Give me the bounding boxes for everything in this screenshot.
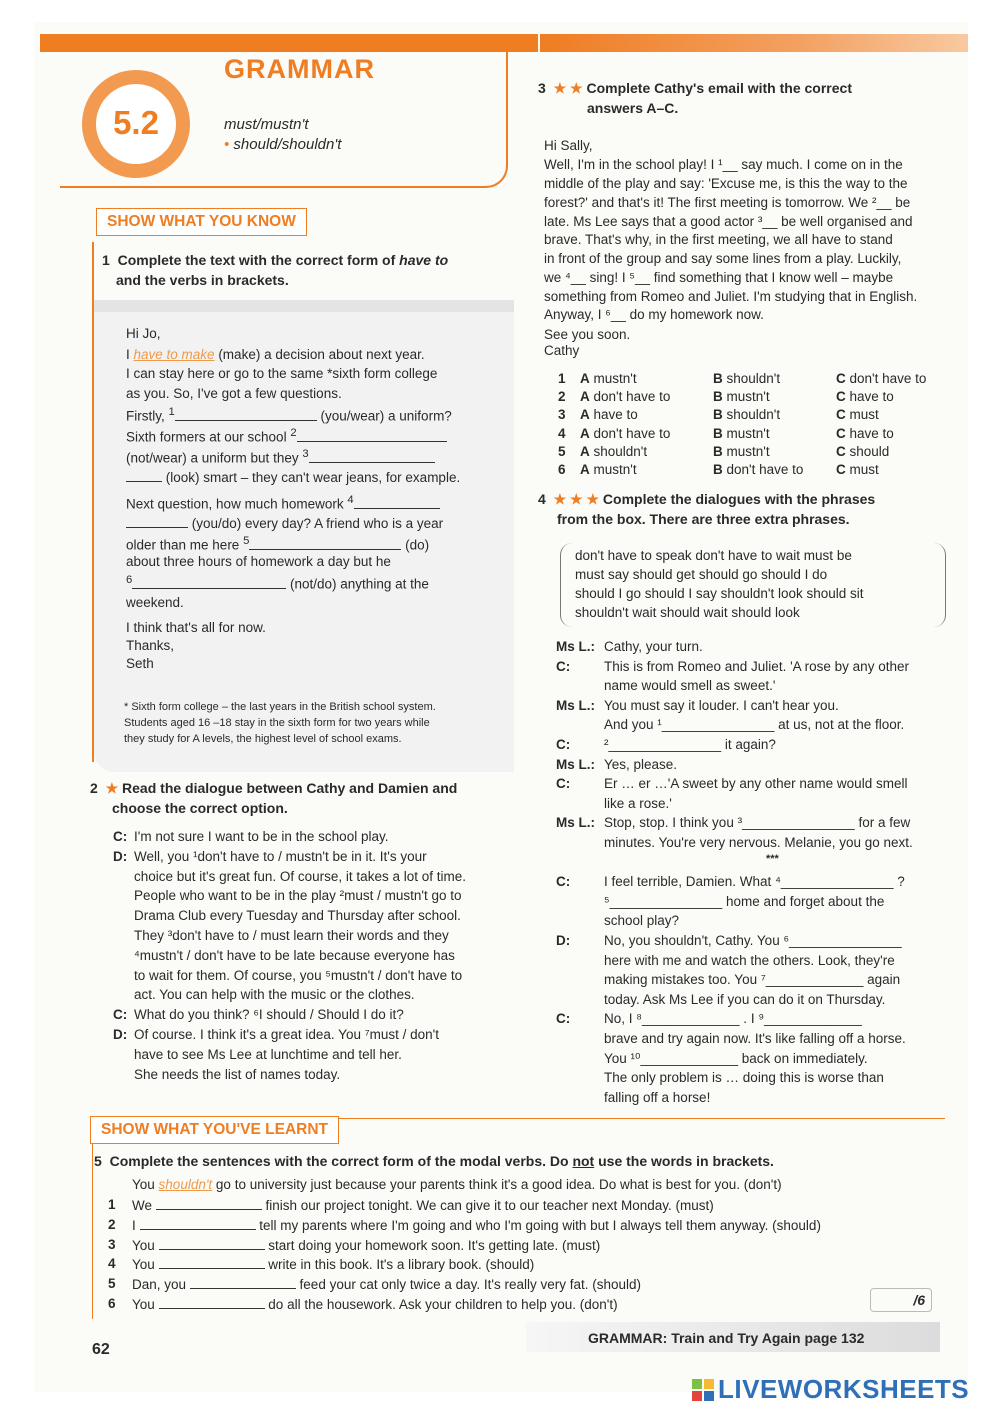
option-number: 2 <box>558 389 566 405</box>
option-letter: B <box>713 443 723 459</box>
ex1-instruction-2: and the verbs in brackets. <box>116 272 289 288</box>
page-number: 62 <box>92 1341 110 1358</box>
gap-3b[interactable] <box>126 469 162 482</box>
ex4-line[interactable]: This is from Romeo and Juliet. 'A rose by any other <box>604 658 909 674</box>
option-c[interactable]: C have to <box>836 425 894 441</box>
option-letter: C <box>836 443 846 459</box>
ex1-instruction: 1 Complete the text with the correct form of have to <box>102 252 449 268</box>
ex4-line[interactable]: like a rose.' <box>604 795 672 811</box>
ex4-line[interactable]: ⁵_______________ home and forget about the <box>604 893 885 909</box>
ex2-line[interactable]: to wait for them. Of course, you ⁵mustn't / don't have to <box>134 967 463 983</box>
topic-must: must/mustn't <box>224 116 309 133</box>
ex2-speaker: C: <box>113 829 128 844</box>
ex1-line: (you/do) every day? A friend who is a year <box>126 515 443 531</box>
option-a[interactable]: A shouldn't <box>580 443 648 459</box>
ex4-line[interactable]: You ¹⁰_____________ back on immediately. <box>604 1050 868 1066</box>
ex1-line: (look) smart – they can't wear jeans, for example. <box>126 469 460 485</box>
ex5-number: 6 <box>108 1296 116 1311</box>
option-number: 6 <box>558 462 566 477</box>
ex5-rest: start doing your homework soon. It's getting late. (must) <box>264 1237 601 1253</box>
option-c[interactable]: C must <box>836 407 879 423</box>
email-line: forest?' and that's it! The first meeting is tomorrow. We ²__ be <box>544 195 911 210</box>
option-b[interactable]: B don't have to <box>713 462 804 477</box>
ex2-line[interactable]: ⁴mustn't / don't have to be late because everyone has <box>134 947 455 963</box>
option-letter: C <box>836 389 846 405</box>
ex5-rest: tell my parents where I'm going and who I'm going with but I always tell them anyway. (should) <box>255 1217 821 1233</box>
ex4-line[interactable]: brave and try again now. It's like falling off a horse. <box>604 1031 906 1046</box>
score-box: /6 <box>870 1288 932 1312</box>
ex2-line[interactable]: People who want to be in the play ²must / mustn't go to <box>134 888 462 904</box>
ex4-line[interactable]: Cathy, your turn. <box>604 639 703 654</box>
liveworksheets-icon <box>692 1379 716 1401</box>
option-a[interactable]: A don't have to <box>580 389 671 405</box>
section-title: GRAMMAR <box>224 54 375 84</box>
option-letter: A <box>580 389 590 405</box>
liveworksheets-logo: LIVEWORKSHEETS <box>692 1374 969 1405</box>
ex5-subject: We <box>132 1198 156 1213</box>
ex4-instruction-2: from the box. There are three extra phrases. <box>557 511 850 527</box>
ex5-sentence <box>132 1197 714 1213</box>
option-letter: A <box>580 371 590 386</box>
ex2-line[interactable]: I'm not sure I want to be in the school play. <box>134 829 389 844</box>
gap-3[interactable] <box>309 450 435 463</box>
ex1-line: Firstly, $^1$ (you/wear) a uniform? <box>126 406 452 424</box>
email-line: late. Ms Lee says that a good actor ³__ be well organised and <box>544 214 913 229</box>
phrase-row: should I go should I say shouldn't look should sit <box>575 586 864 601</box>
option-letter: C <box>836 407 846 423</box>
ex4-speaker: Ms L.: <box>556 639 595 654</box>
ex4-line[interactable]: school play? <box>604 913 680 929</box>
gap-4[interactable] <box>354 496 440 509</box>
option-a[interactable]: A have to <box>580 407 638 423</box>
ex5-rest: write in this book. It's a library book. (should) <box>264 1257 535 1273</box>
ex5-rest: feed your cat only twice a day. It's really very fat. (should) <box>295 1277 642 1293</box>
option-a[interactable]: A mustn't <box>580 462 637 477</box>
ex4-line[interactable]: *** <box>766 852 779 865</box>
ex5-example-answer: shouldn't <box>158 1177 213 1192</box>
ex5-sentence <box>132 1237 600 1253</box>
option-a[interactable]: A mustn't <box>580 371 637 386</box>
ex4-speaker: Ms L.: <box>556 697 595 713</box>
ex4-line[interactable]: making mistakes too. You ⁷_____________ again <box>604 972 901 988</box>
ex1-footnote: they study for A levels, the highest level of school exams. <box>124 733 402 745</box>
ex5-number: 3 <box>108 1236 116 1252</box>
gap-4b[interactable] <box>126 515 188 528</box>
ex5-gap[interactable] <box>190 1276 296 1289</box>
email-line: Cathy <box>544 343 580 358</box>
ex5-rest: finish our project tonight. We can give it to our teacher next Monday. (must) <box>261 1198 714 1213</box>
show-what-youve-learnt-label: SHOW WHAT YOU'VE LEARNT <box>90 1116 339 1144</box>
option-letter: B <box>713 407 723 423</box>
ex4-line[interactable]: today. Ask Ms Lee if you can do it on Thursday. <box>604 991 886 1007</box>
ex4-line[interactable]: here with me and watch the others. Look, they're <box>604 952 895 968</box>
topic-should: • should/shouldn't <box>224 136 342 153</box>
ex1-line: I have to make (make) a decision about next year. <box>126 347 425 362</box>
ex2-line[interactable]: Well, you ¹don't have to / mustn't be in it. It's your <box>134 848 427 864</box>
ex2-line[interactable]: choice but it's great fun. Of course, it takes a lot of time. <box>134 868 466 884</box>
option-letter: A <box>580 407 590 423</box>
option-a[interactable]: A don't have to <box>580 425 671 441</box>
ex1-line: $^6$ (not/do) anything at the <box>126 574 429 592</box>
ex5-instruction: 5 Complete the sentences with the correct form of the modal verbs. Do not use the words in brackets. <box>94 1153 774 1169</box>
option-letter: C <box>836 462 846 477</box>
option-letter: B <box>713 425 723 441</box>
ex2-line[interactable]: She needs the list of names today. <box>134 1066 341 1082</box>
unit-number: 5.2 <box>113 104 159 141</box>
option-c[interactable]: C must <box>836 462 879 477</box>
ex1-line: (not/wear) a uniform but they $^3$ <box>126 448 435 466</box>
ex1-line: I think that's all for now. <box>126 620 266 635</box>
option-number: 3 <box>558 407 566 423</box>
ex5-gap[interactable] <box>140 1217 256 1230</box>
option-c[interactable]: C don't have to <box>836 371 927 386</box>
ex5-gap[interactable] <box>156 1197 262 1210</box>
footer-reference: GRAMMAR: Train and Try Again page 132 <box>588 1330 865 1346</box>
ex1-line: I can stay here or go to the same *sixth form college <box>126 366 438 381</box>
option-letter: C <box>836 371 846 386</box>
ex2-speaker: D: <box>113 1027 128 1042</box>
ex4-line[interactable]: Stop, stop. I think you ³_______________ for a few <box>604 815 911 831</box>
ex4-speaker: C: <box>556 874 571 890</box>
ex2-line[interactable]: They ³don't have to / must learn their words and they <box>134 928 449 943</box>
ex5-subject: Dan, you <box>132 1277 190 1293</box>
ex5-number: 4 <box>108 1256 116 1272</box>
ex4-line[interactable]: And you ¹_______________ at us, not at the floor. <box>604 717 905 733</box>
ex1-line: weekend. <box>126 595 184 610</box>
ex3-instruction-2: answers A–C. <box>587 100 679 116</box>
ex5-sentence <box>132 1256 534 1272</box>
ex4-speaker: C: <box>556 737 571 752</box>
ex5-gap[interactable] <box>159 1256 265 1269</box>
ex1-line: older than me here $^5$ (do) <box>126 535 430 553</box>
option-b[interactable]: B shouldn't <box>713 407 781 423</box>
email-line: brave. That's why, in the first meeting, we all have to stand <box>544 232 893 247</box>
ex2-line[interactable]: Of course. I think it's a great idea. You ⁷must / don't <box>134 1027 439 1042</box>
option-c[interactable]: C should <box>836 443 890 459</box>
phrase-row: must say should get should go should I do <box>575 567 828 582</box>
ex4-line[interactable]: falling off a horse! <box>604 1089 711 1105</box>
email-line: Well, I'm in the school play! I ¹__ say much. I come on in the <box>544 157 903 172</box>
ex5-subject: You <box>132 1297 159 1312</box>
ex5-sentence <box>132 1276 641 1292</box>
option-b[interactable]: B shouldn't <box>713 371 781 386</box>
ex5-number: 2 <box>108 1216 116 1232</box>
ex5-sentence <box>132 1217 821 1233</box>
ex2-instruction-2: choose the correct option. <box>112 800 288 816</box>
ex4-speaker: C: <box>556 1011 571 1027</box>
header-band <box>40 34 538 52</box>
ex5-subject: You <box>132 1237 159 1253</box>
ex1-footnote: Students aged 16 –18 stay in the sixth form for two years while <box>124 717 430 729</box>
option-number: 4 <box>558 425 566 441</box>
ex2-speaker: D: <box>113 848 128 864</box>
option-b[interactable]: B mustn't <box>713 389 770 405</box>
ex2-line[interactable]: Drama Club every Tuesday and Thursday after school. <box>134 908 461 924</box>
email-line: Anyway, I ⁶__ do my homework now. <box>544 307 764 322</box>
ex5-number: 5 <box>108 1276 116 1292</box>
ex4-line[interactable]: name would smell as sweet.' <box>604 678 776 694</box>
ex4-speaker: D: <box>556 933 571 948</box>
gap-1[interactable] <box>175 408 317 421</box>
ex2-line[interactable]: have to see Ms Lee at lunchtime and tell her. <box>134 1046 402 1062</box>
option-letter: B <box>713 371 723 386</box>
ex4-speaker: Ms L.: <box>556 756 595 772</box>
ex4-speaker: Ms L.: <box>556 815 595 831</box>
show-what-you-know-label: SHOW WHAT YOU KNOW <box>96 208 307 236</box>
gap-2[interactable] <box>297 429 447 442</box>
ex4-line[interactable]: minutes. You're very nervous. Melanie, you go next. <box>604 835 913 850</box>
gap-5[interactable] <box>249 537 401 550</box>
ex2-instruction: 2 ★ Read the dialogue between Cathy and Damien and <box>90 780 458 796</box>
example-answer: have to make <box>133 347 215 362</box>
ex2-speaker: C: <box>113 1007 128 1023</box>
ex4-line[interactable]: You must say it louder. I can't hear you. <box>604 697 839 713</box>
ex1-line: about three hours of homework a day but he <box>126 554 391 569</box>
option-letter: C <box>836 425 846 441</box>
ex5-number: 1 <box>108 1197 116 1212</box>
unit-badge <box>82 70 190 178</box>
ex4-line[interactable]: Er … er …'A sweet by any other name would smell <box>604 776 908 792</box>
ex4-instruction: 4 ★ ★ ★ Complete the dialogues with the phrases <box>538 491 876 507</box>
ex4-speaker: C: <box>556 776 571 792</box>
ex4-line[interactable]: No, you shouldn't, Cathy. You ⁶_______________ <box>604 933 902 948</box>
option-b[interactable]: B mustn't <box>713 443 770 459</box>
email-line: something from Romeo and Juliet. I'm studying that in English. <box>544 289 918 304</box>
option-letter: A <box>580 443 590 459</box>
ex4-speaker: C: <box>556 658 571 674</box>
header-band-right <box>540 34 968 52</box>
ex2-line[interactable]: act. You can help with the music or the clothes. <box>134 987 415 1003</box>
ex4-line[interactable]: No, I ⁸_____________ . I ⁹_____________ <box>604 1011 862 1027</box>
ex5-example: You shouldn't go to university just because your parents think it's a good idea. Do what is best for you. (don't) <box>132 1177 782 1192</box>
email-line: Hi Sally, <box>544 138 593 153</box>
ex3-instruction: 3 ★ ★ Complete Cathy's email with the correct <box>538 80 852 96</box>
ex4-line[interactable]: Yes, please. <box>604 756 678 772</box>
ex1-greeting: Hi Jo, <box>126 326 161 341</box>
email-line: middle of the play and say: 'Excuse me, is this the way to the <box>544 176 908 191</box>
phrase-row: shouldn't wait should wait should look <box>575 605 800 620</box>
ex4-line[interactable]: I feel terrible, Damien. What ⁴_______________ ? <box>604 874 905 890</box>
ex1-line: Sixth formers at our school $^2$ <box>126 427 447 445</box>
ex5-sentence <box>132 1296 618 1312</box>
option-number: 5 <box>558 443 566 459</box>
option-letter: A <box>580 425 590 441</box>
phrase-row: don't have to speak don't have to wait must be <box>575 548 852 563</box>
option-letter: B <box>713 389 723 405</box>
ex1-line: Thanks, <box>126 638 175 653</box>
ex1-line: Next question, how much homework $^4$ <box>126 494 440 512</box>
option-c[interactable]: C have to <box>836 389 894 405</box>
email-line: we ⁴__ sing! I ⁵__ find something that I know well – maybe <box>544 270 894 285</box>
email-line: in front of the group and say some lines from a play. Luckily, <box>544 251 902 266</box>
ex5-subject: You <box>132 1257 159 1273</box>
email-line: See you soon. <box>544 327 631 342</box>
ex1-footnote: * Sixth form college – the last years in the British school system. <box>124 701 436 713</box>
ex5-gap[interactable] <box>159 1237 265 1250</box>
option-letter: A <box>580 462 590 477</box>
ex5-gap[interactable] <box>159 1296 265 1309</box>
ex5-subject: I <box>132 1217 140 1233</box>
option-letter: B <box>713 462 723 477</box>
option-number: 1 <box>558 371 566 386</box>
gap-6[interactable] <box>132 576 286 589</box>
ex1-line: as you. So, I've got a few questions. <box>126 386 342 401</box>
ex5-rest: do all the housework. Ask your children to help you. (don't) <box>264 1297 618 1312</box>
ex4-line[interactable]: The only problem is … doing this is worse than <box>604 1070 884 1086</box>
ex1-line: Seth <box>126 656 154 671</box>
ex2-line[interactable]: What do you think? ⁶I should / Should I do it? <box>134 1007 404 1023</box>
ex4-line[interactable]: ²_______________ it again? <box>604 737 776 752</box>
option-b[interactable]: B mustn't <box>713 425 770 441</box>
